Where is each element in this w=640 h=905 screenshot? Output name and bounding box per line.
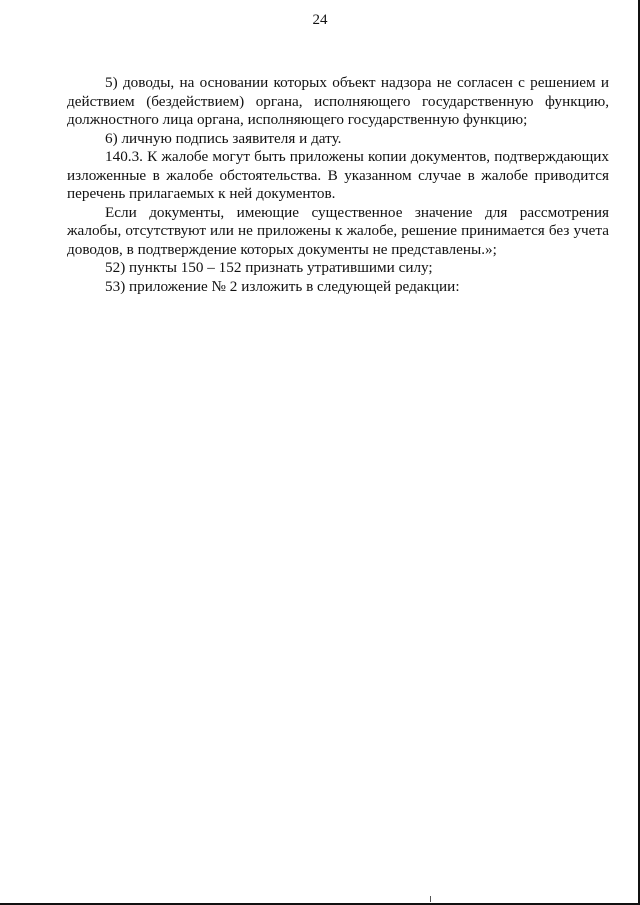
page-number: 24 (312, 12, 328, 28)
paragraph-item-53: 53) приложение № 2 изложить в следующей редакции: (105, 277, 460, 295)
paragraph-item-52: 52) пункты 150 – 152 признать утратившими силу; (105, 259, 433, 276)
scan-edge-mark (430, 896, 441, 902)
paragraph-140-3: 140.3. К жалобе могут быть приложены копии документов, подтверждающих изложенные в жалобе обстоятельства. В указанном случае в жалобе приводится перечень прилагаемых к ней документов. (67, 148, 609, 202)
paragraph-documents-missing: Если документы, имеющие существенное значение для рассмотрения жалобы, отсутствуют или не приложены к жалобе, решение принимается без учета доводов, в подтверждение которых документы не представлены.»; (67, 203, 609, 258)
document-body (67, 74, 609, 296)
paragraph-item-5: 5) доводы, на основании которых объект надзора не согласен с решением и действием (бездействием) органа, исполняющего государственную функцию, должностного лица органа, исполняющего государственную функцию; (67, 74, 609, 128)
paragraph-item-6: 6) личную подпись заявителя и дату. (105, 129, 342, 147)
